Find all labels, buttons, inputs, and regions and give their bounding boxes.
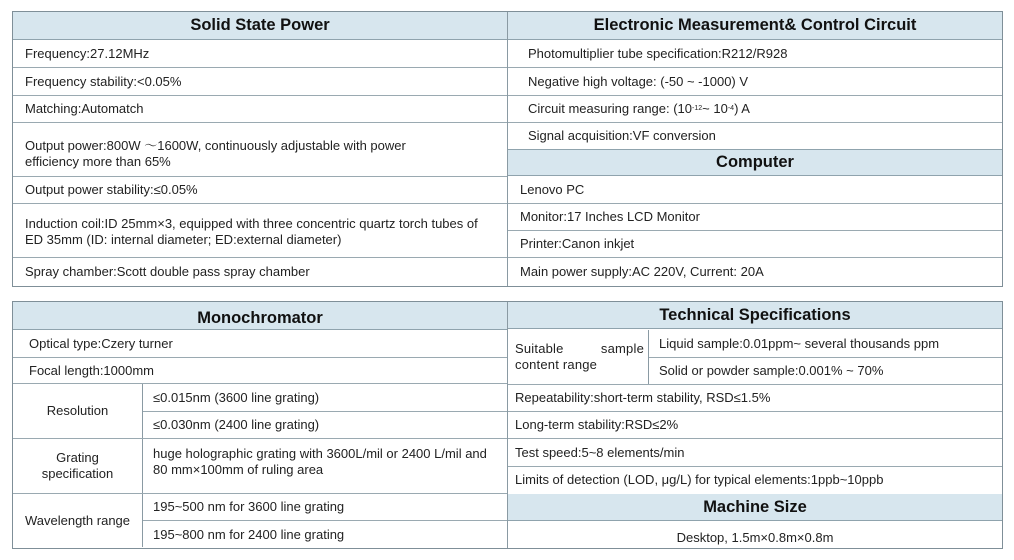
spec-main-power: Main power supply:AC 220V, Current: 20A — [520, 264, 764, 279]
spec-lod: Limits of detection (LOD, μg/L) for typical elements:1ppb~10ppb — [515, 472, 884, 487]
spec-induction-coil: Induction coil:ID 25mm×3, equipped with three concentric quartz torch tubes of ED 35mm (ID: internal diameter; ED:external diameter) — [25, 216, 478, 247]
spec-liquid-sample: Liquid sample:0.01ppm~ several thousands ppm — [659, 335, 940, 351]
resolution-label: Resolution — [46, 403, 109, 418]
spec-output-power: Output power:800W ～1600W, continuously adjustable with power efficiency more than 65% — [25, 137, 406, 169]
resolution-3600: ≤0.015nm (3600 line grating) — [153, 389, 320, 405]
spec-frequency: Frequency:27.12MHz — [25, 45, 150, 61]
monochromator-header: Monochromator — [13, 302, 507, 330]
spec-spray-chamber: Spray chamber:Scott double pass spray chamber — [25, 264, 310, 279]
grating-value: huge holographic grating with 3600L/mil or 2400 L/mil and 80 mm×100mm of ruling area — [153, 446, 487, 477]
resolution-2400: ≤0.030nm (2400 line grating) — [153, 417, 320, 432]
spec-output-power-stability: Output power stability:≤0.05% — [25, 182, 198, 197]
sample-range-label: Suitable sample content range — [515, 341, 644, 372]
wavelength-label: Wavelength range — [24, 513, 131, 528]
solid-state-power-header: Solid State Power — [13, 12, 507, 40]
spec-negative-high-voltage: Negative high voltage: (-50 ~ -1000) V — [528, 73, 749, 89]
spec-optical-type: Optical type:Czery turner — [29, 335, 173, 351]
technical-specifications-header: Technical Specifications — [508, 302, 1002, 329]
spec-monitor: Monitor:17 Inches LCD Monitor — [520, 209, 700, 224]
spec-lenovo-pc: Lenovo PC — [520, 182, 585, 197]
spec-frequency-stability: Frequency stability:<0.05% — [25, 73, 182, 89]
spec-matching: Matching:Automatch — [25, 101, 144, 116]
spec-repeatability: Repeatability:short-term stability, RSD≤1.5% — [515, 390, 771, 405]
table-2 — [12, 301, 1003, 549]
computer-header: Computer — [508, 149, 1002, 176]
table-1 — [12, 11, 1003, 287]
spec-circuit-measuring-range: Circuit measuring range: (10 -12 ~ 10 -4 ) A — [528, 101, 750, 116]
grating-label: Grating specification — [41, 450, 114, 481]
spec-photomultiplier: Photomultiplier tube specification:R212/R928 — [528, 45, 788, 61]
spec-focal-length: Focal length:1000mm — [29, 362, 155, 378]
spec-solid-sample: Solid or powder sample:0.001% ~ 70% — [659, 363, 884, 378]
spec-signal-acquisition: Signal acquisition:VF conversion — [528, 128, 716, 143]
electronic-control-header: Electronic Measurement& Control Circuit — [508, 12, 1002, 40]
machine-size-value: Desktop, 1.5m×0.8m×0.8m — [676, 530, 834, 545]
spec-long-term-stability: Long-term stability:RSD≤2% — [515, 417, 679, 432]
circuit-range-prefix: Circuit measuring range: (10 — [528, 101, 693, 116]
machine-size-header: Machine Size — [508, 494, 1002, 521]
circuit-range-suffix: ) A — [734, 101, 750, 116]
circuit-range-mid: ~ 10 — [702, 101, 728, 116]
spec-printer: Printer:Canon inkjet — [520, 236, 635, 251]
wavelength-2400: 195~800 nm for 2400 line grating — [153, 526, 345, 542]
spec-test-speed: Test speed:5~8 elements/min — [515, 444, 685, 460]
wavelength-3600: 195~500 nm for 3600 line grating — [153, 499, 345, 514]
